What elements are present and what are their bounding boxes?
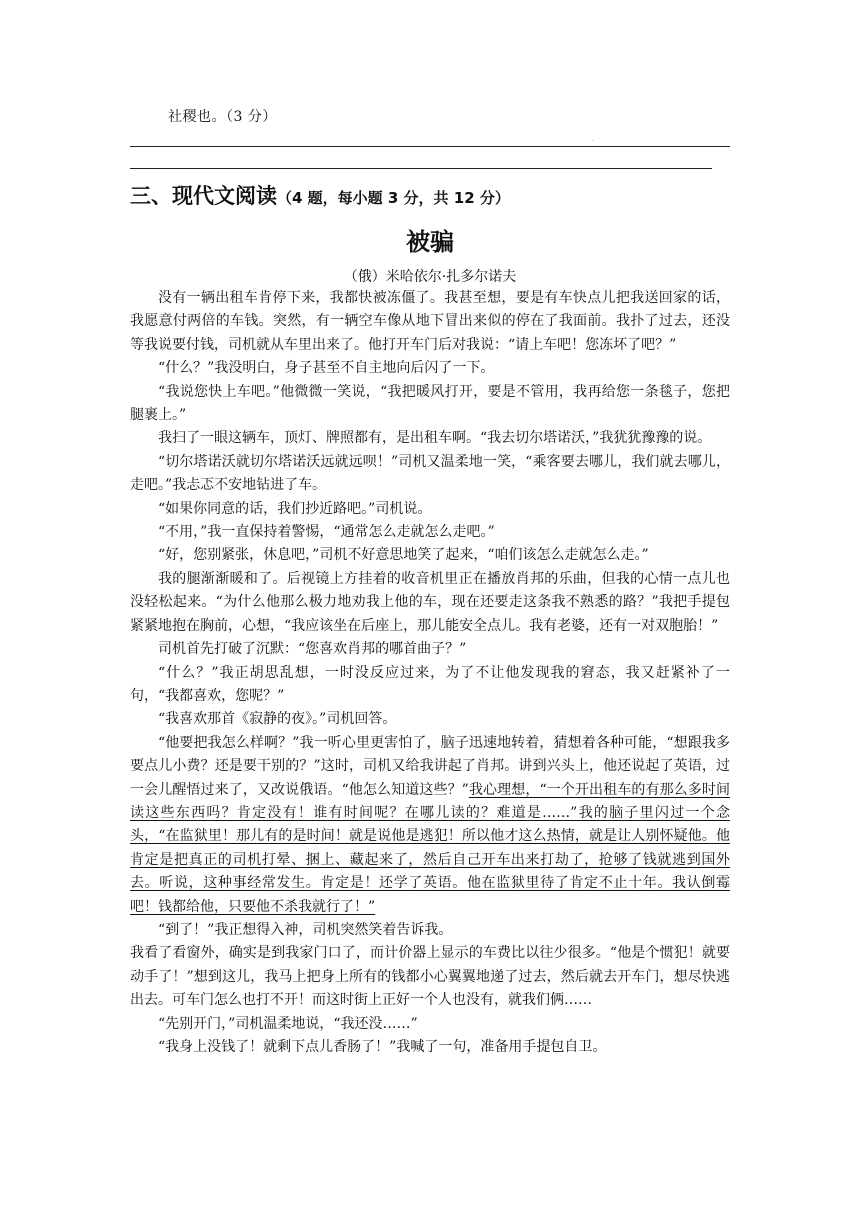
story-paragraph bbox=[130, 568, 730, 638]
paragraph-text: “好，您别紧张，休息吧，”司机不好意思地笑了起来，“咱们该怎么走就怎么走。” bbox=[158, 547, 649, 564]
paragraph-text: “先别开门，”司机温柔地说，“我还没……” bbox=[158, 1015, 418, 1032]
story-paragraph bbox=[130, 357, 730, 380]
story-paragraph bbox=[130, 287, 730, 357]
story-paragraph bbox=[130, 521, 730, 544]
paragraph-text: 我扫了一眼这辆车，顶灯、牌照都有，是出租车啊。“我去切尔塔诺沃，”我犹犹豫豫的说。 bbox=[158, 430, 712, 447]
story-paragraph bbox=[130, 544, 730, 567]
story-paragraph bbox=[130, 427, 730, 450]
paragraph-text: “切尔塔诺沃就切尔塔诺沃远就远呗！”司机又温柔地一笑，“乘客要去哪儿，我们就去哪儿，走吧。”我忐忑不安地钻进了车。 bbox=[130, 453, 730, 494]
section-subtitle: （4 题，每小题 3 分，共 12 分） bbox=[277, 189, 510, 207]
paragraph-text: 没有一辆出租车肯停下来，我都快被冻僵了。我甚至想，要是有车快点儿把我送回家的话，我愿意付两倍的车钱。突然，有一辆空车像从地下冒出来似的停在了我面前。我扑了过去，还没等我说要付钱，司机就从车里出来了。他打开车门后对我说：“请上车吧！您冻坏了吧？” bbox=[130, 290, 730, 353]
paragraph-text: “如果你同意的话，我们抄近路吧。”司机说。 bbox=[158, 500, 432, 517]
paragraph-text: 司机首先打破了沉默：“您喜欢肖邦的哪首曲子？” bbox=[158, 641, 467, 658]
paragraph-text: 我看了看窗外，确实是到我家门口了，而计价器上显示的车费比以往少很多。“他是个惯犯！就要动手了！”想到这儿，我马上把身上所有的钱都小心翼翼地递了过去，然后就去开车门，想尽快逃出去。可车门怎么也打不开！而这时街上正好一个人也没有，就我们俩…… bbox=[130, 945, 730, 1009]
paragraph-text: “我说您快上车吧。”他微微一笑说，“我把暖风打开，要是不管用，我再给您一条毯子，您把腿裹上。” bbox=[130, 383, 730, 424]
story-title: 被骗 bbox=[406, 228, 454, 256]
story-paragraph bbox=[130, 1013, 730, 1036]
story-paragraph bbox=[130, 662, 730, 709]
story-paragraph bbox=[130, 498, 730, 521]
story-paragraph bbox=[130, 708, 730, 731]
paragraph-text: “不用，”我一直保持着警惕，“通常怎么走就怎么走吧。” bbox=[158, 524, 495, 541]
story-paragraph bbox=[130, 942, 730, 1012]
paragraph-text: “他要把我怎么样啊？”我一听心里更害怕了，脑子迅速地转着，猜想着各种可能，“想跟我多要点儿小费？还是要干别的？”这时，司机又给我讲起了肖邦。讲到兴头上，他还说起了英语，过一会儿醒悟过来了，又改说俄语。“他怎么知道这些？” bbox=[130, 734, 730, 798]
story-paragraph bbox=[130, 732, 730, 919]
stray-mark: · bbox=[592, 138, 594, 145]
section-title: 三、现代文阅读 bbox=[130, 184, 277, 208]
story-paragraph bbox=[130, 638, 730, 661]
story-paragraph bbox=[130, 451, 730, 498]
story-paragraph bbox=[130, 1036, 730, 1059]
underlined-passage: 我心理想，“一个开出租车的有那么多时间读这些东西吗？肯定没有！谁有时间呢？在哪儿读的？难道是……”我的脑子里闪过一个念头，“在监狱里！那儿有的是时间！就是说他是逃犯！所以他才这么热情，就是让人别怀疑他。他肯定是把真正的司机打晕、捆上、藏起来了，然后自己开车出来打劫了，抢够了钱就逃到国外去。听说，这种事经常发生。肯定是！还学了英语。他在监狱里待了肯定不止十年。我认倒霉吧！钱都给他，只要他不杀我就行了！” bbox=[130, 781, 730, 915]
paragraph-text: 我的腿渐渐暖和了。后视镜上方挂着的收音机里正在播放肖邦的乐曲，但我的心情一点儿也没轻松起来。“为什么他那么极力地劝我上他的车，现在还要走这条我不熟悉的路？”我把手提包紧紧地抱在胸前，心想，“我应该坐在后座上，那儿能安全点儿。我有老婆，还有一对双胞胎！” bbox=[130, 570, 730, 634]
previous-question-fragment: 社稷也。（3 分） bbox=[168, 109, 277, 125]
paragraph-text: “我身上没钱了！就剩下点儿香肠了！”我喊了一句，准备用手提包自卫。 bbox=[158, 1039, 607, 1055]
story-author: （俄）米哈依尔·扎多尔诺夫 bbox=[343, 269, 517, 285]
section-heading bbox=[130, 180, 510, 210]
answer-line-2 bbox=[130, 168, 712, 169]
story-paragraph bbox=[130, 381, 730, 428]
paragraph-text: “什么？”我没明白，身子甚至不自主地向后闪了一下。 bbox=[158, 360, 495, 377]
paragraph-text: “到了！”我正想得入神，司机突然笑着告诉我。 bbox=[158, 921, 453, 938]
answer-line-1 bbox=[130, 146, 730, 147]
paragraph-text: “什么？”我正胡思乱想，一时没反应过来，为了不让他发现我的窘态，我又赶紧补了一句，“我都喜欢，您呢？” bbox=[130, 664, 730, 704]
story-body bbox=[130, 287, 730, 1059]
paragraph-text: “我喜欢那首《寂静的夜》。”司机回答。 bbox=[158, 711, 397, 728]
story-paragraph bbox=[130, 919, 730, 942]
